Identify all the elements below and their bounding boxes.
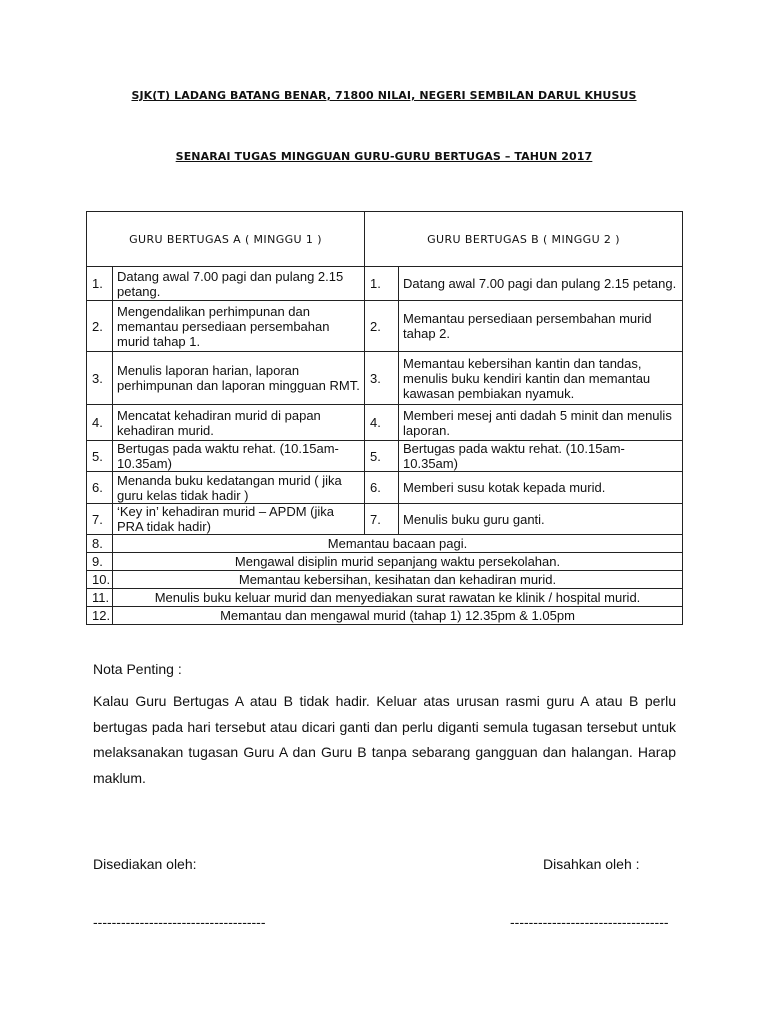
shared-duty: Menulis buku keluar murid dan menyediakan surat rawatan ke klinik / hospital murid. [113, 589, 683, 607]
approved-signature-line: ---------------------------------- [510, 914, 669, 930]
duty-a: Datang awal 7.00 pagi dan pulang 2.15 petang. [113, 267, 365, 301]
row-number: 9. [87, 553, 113, 571]
table-row [87, 301, 683, 352]
table-row [87, 472, 683, 504]
table-row [87, 441, 683, 472]
shared-duty-row [87, 607, 683, 625]
row-number-a: 6. [87, 472, 113, 504]
duty-b: Memantau kebersihan kantin dan tandas, menulis buku kendiri kantin dan memantau kawasan pembiakan nyamuk. [399, 352, 683, 405]
duty-a: Menanda buku kedatangan murid ( jika guru kelas tidak hadir ) [113, 472, 365, 504]
row-number-b: 5. [365, 441, 399, 472]
row-number-b: 3. [365, 352, 399, 405]
row-number-a: 7. [87, 504, 113, 535]
row-number-b: 2. [365, 301, 399, 352]
duty-a: Bertugas pada waktu rehat. (10.15am-10.35am) [113, 441, 365, 472]
row-number-b: 1. [365, 267, 399, 301]
duty-b: Memantau persediaan persembahan murid tahap 2. [399, 301, 683, 352]
row-number: 10. [87, 571, 113, 589]
shared-duty: Memantau dan mengawal murid (tahap 1) 12.35pm & 1.05pm [113, 607, 683, 625]
row-number-a: 2. [87, 301, 113, 352]
row-number-b: 4. [365, 405, 399, 441]
shared-duty-row [87, 535, 683, 553]
shared-duty-row [87, 571, 683, 589]
shared-duty-row [87, 553, 683, 571]
prepared-by-label: Disediakan oleh: [93, 856, 197, 872]
document-title: SENARAI TUGAS MINGGUAN GURU-GURU BERTUGAS – TAHUN 2017 [175, 150, 593, 163]
table-row [87, 405, 683, 441]
note-label: Nota Penting : [93, 661, 182, 677]
row-number-b: 6. [365, 472, 399, 504]
shared-duty: Memantau kebersihan, kesihatan dan kehadiran murid. [113, 571, 683, 589]
shared-duty-row [87, 589, 683, 607]
row-number-a: 3. [87, 352, 113, 405]
duty-b: Memberi mesej anti dadah 5 minit dan menulis laporan. [399, 405, 683, 441]
row-number-a: 1. [87, 267, 113, 301]
duty-b: Menulis buku guru ganti. [399, 504, 683, 535]
column-header-guru-b: GURU BERTUGAS B ( MINGGU 2 ) [365, 212, 683, 267]
row-number: 11. [87, 589, 113, 607]
table-header-row [87, 212, 683, 267]
duty-b: Datang awal 7.00 pagi dan pulang 2.15 petang. [399, 267, 683, 301]
row-number-a: 4. [87, 405, 113, 441]
shared-duty: Memantau bacaan pagi. [113, 535, 683, 553]
row-number-b: 7. [365, 504, 399, 535]
duty-a: ‘Key in’ kehadiran murid – APDM (jika PRA tidak hadir) [113, 504, 365, 535]
school-heading: SJK(T) LADANG BATANG BENAR, 71800 NILAI, NEGERI SEMBILAN DARUL KHUSUS [131, 89, 637, 102]
column-header-guru-a: GURU BERTUGAS A ( MINGGU 1 ) [87, 212, 365, 267]
table-row [87, 267, 683, 301]
duty-b: Memberi susu kotak kepada murid. [399, 472, 683, 504]
duty-a: Mencatat kehadiran murid di papan kehadiran murid. [113, 405, 365, 441]
table-row [87, 352, 683, 405]
duty-table [86, 211, 683, 625]
prepared-signature-line: ------------------------------------- [93, 914, 266, 930]
shared-duty: Mengawal disiplin murid sepanjang waktu persekolahan. [113, 553, 683, 571]
row-number: 12. [87, 607, 113, 625]
note-text: Kalau Guru Bertugas A atau B tidak hadir. Keluar atas urusan rasmi guru A atau B perlu bertugas pada hari tersebut atau dicari ganti dan perlu diganti semula tugasan tersebut untuk melaksanakan tugasan Guru A dan Guru B tanpa sebarang gangguan dan halangan. Harap maklum. [93, 693, 676, 786]
row-number-a: 5. [87, 441, 113, 472]
duty-a: Menulis laporan harian, laporan perhimpunan dan laporan mingguan RMT. [113, 352, 365, 405]
duty-b: Bertugas pada waktu rehat. (10.15am-10.35am) [399, 441, 683, 472]
table-row [87, 504, 683, 535]
duty-a: Mengendalikan perhimpunan dan memantau persediaan persembahan murid tahap 1. [113, 301, 365, 352]
row-number: 8. [87, 535, 113, 553]
approved-by-label: Disahkan oleh : [543, 856, 640, 872]
